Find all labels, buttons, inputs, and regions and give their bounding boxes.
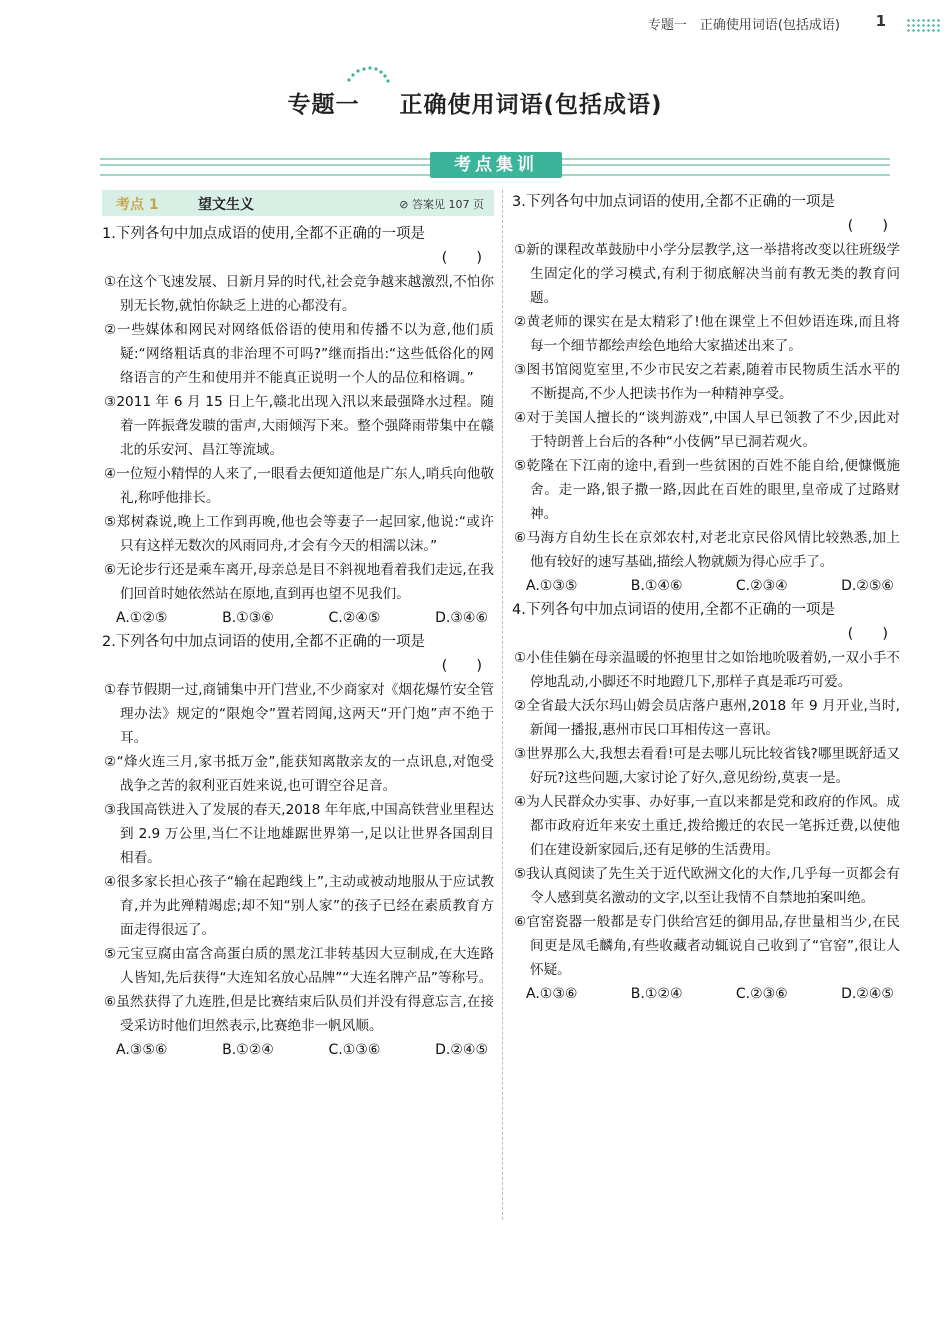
header-topic: 专题一 正确使用词语(包括成语) xyxy=(647,18,840,33)
list-item: ②全省最大沃尔玛山姆会员店落户惠州,2018 年 9 月开业,当时,新闻一播报,惠州市民口耳相传这一喜讯。 xyxy=(514,698,900,738)
column-divider xyxy=(502,190,503,1220)
list-item: ⑤元宝豆腐由富含高蛋白质的黑龙江非转基因大豆制成,在大连路人皆知,先后获得“大连知名放心品牌”“大连名牌产品”等称号。 xyxy=(104,946,494,986)
option-b: B.①③⑥ xyxy=(222,610,274,626)
option-b: B.①②④ xyxy=(630,986,683,1002)
question-stem: 1.下列各句中加点成语的使用,全都不正确的一项是 xyxy=(102,226,425,242)
option-d: D.②④⑤ xyxy=(841,986,894,1002)
option-d: D.②④⑤ xyxy=(435,1042,488,1058)
list-item: ⑥马海方自幼生长在京郊农村,对老北京民俗风情比较熟悉,加上他有较好的速写基础,描绘人物就颇为得心应手了。 xyxy=(514,530,900,570)
title-right: 正确使用词语(包括成语) xyxy=(399,92,663,118)
dot-pattern-icon xyxy=(906,18,942,32)
answer-ref: ⊘ 答案见 107 页 xyxy=(399,198,484,211)
list-item: ④一位短小精悍的人来了,一眼看去便知道他是广东人,哨兵向他敬礼,称呼他排长。 xyxy=(104,466,494,506)
list-item: ②黄老师的课实在是太精彩了!他在课堂上不但妙语连珠,而且将每一个细节都绘声绘色地给大家描述出来了。 xyxy=(514,314,900,354)
section-label: 考点集训 xyxy=(430,152,562,178)
option-c: C.②③④ xyxy=(735,578,788,594)
list-item: ⑤乾隆在下江南的途中,看到一些贫困的百姓不能自给,便慷慨施舍。走一路,银子撒一路,因此在百姓的眼里,皇帝成了过路财神。 xyxy=(514,458,900,522)
list-item: ④很多家长担心孩子“输在起跑线上”,主动或被动地服从于应试教育,并为此殚精竭虑;却不知“别人家”的孩子已经在素质教育方面走得很远了。 xyxy=(104,874,494,938)
kaodian-bar xyxy=(102,190,494,216)
answer-blank: ( ) xyxy=(847,626,888,642)
list-item: ③我国高铁进入了发展的春天,2018 年年底,中国高铁营业里程达到 2.9 万公里,当仁不让地雄踞世界第一,足以让世界各国刮目相看。 xyxy=(104,802,494,866)
list-item: ②“烽火连三月,家书抵万金”,能获知离散亲友的一点讯息,对饱受战争之苦的叙利亚百姓来说,也可谓空谷足音。 xyxy=(104,754,494,794)
option-a: A.①③⑥ xyxy=(526,986,578,1002)
answer-blank: ( ) xyxy=(441,250,482,266)
list-item: ③2011 年 6 月 15 日上午,赣北出现入汛以来最强降水过程。随着一阵振聋发聩的雷声,大雨倾泻下来。整个强降雨带集中在赣北的乐安河、昌江等流域。 xyxy=(104,394,494,458)
question-stem: 2.下列各句中加点词语的使用,全都不正确的一项是 xyxy=(102,634,425,650)
option-b: B.①②④ xyxy=(222,1042,274,1058)
list-item: ⑥虽然获得了九连胜,但是比赛结束后队员们并没有得意忘言,在接受采访时他们坦然表示,比赛绝非一帆风顺。 xyxy=(104,994,494,1034)
section-band xyxy=(100,152,890,178)
list-item: ②一些媒体和网民对网络低俗语的使用和传播不以为意,他们质疑:“网络粗话真的非治理不可吗?”继而指出:“这些低俗化的网络语言的产生和使用并不能真正说明一个人的品位和格调。” xyxy=(104,322,494,386)
question-2 xyxy=(102,630,494,1062)
option-d: D.②⑤⑥ xyxy=(841,578,894,594)
answer-blank: ( ) xyxy=(441,658,482,674)
option-b: B.①④⑥ xyxy=(630,578,683,594)
question-1 xyxy=(102,222,494,630)
question-stem: 4.下列各句中加点词语的使用,全都不正确的一项是 xyxy=(512,602,835,618)
left-column xyxy=(102,190,494,1062)
option-a: A.③⑤⑥ xyxy=(116,1042,168,1058)
question-4 xyxy=(512,598,900,1006)
question-3 xyxy=(512,190,900,598)
answer-blank: ( ) xyxy=(847,218,888,234)
list-item: ①新的课程改革鼓励中小学分层教学,这一举措将改变以往班级学生固定化的学习模式,有利于彻底解决当前有教无类的教育问题。 xyxy=(514,242,900,306)
list-item: ⑥官窑瓷器一般都是专门供给宫廷的御用品,存世量相当少,在民间更是凤毛麟角,有些收藏者动辄说自己收到了“官窑”,很让人怀疑。 xyxy=(514,914,900,978)
title-left: 专题一 xyxy=(287,92,360,118)
list-item: ③世界那么大,我想去看看!可是去哪儿玩比较省钱?哪里既舒适又好玩?这些问题,大家讨论了好久,意见纷纷,莫衷一是。 xyxy=(514,746,900,786)
page-number: 1 xyxy=(875,12,886,30)
answer-options xyxy=(102,1038,494,1062)
kaodian-label: 考点 1 xyxy=(116,197,159,213)
list-item: ①春节假期一过,商铺集中开门营业,不少商家对《烟花爆竹安全管理办法》规定的“限炮令”置若罔闻,这两天“开门炮”声不绝于耳。 xyxy=(104,682,494,746)
list-item: ③图书馆阅览室里,不少市民安之若素,随着市民物质生活水平的不断提高,不少人把读书作为一种精神享受。 xyxy=(514,362,900,402)
dotted-arc-icon xyxy=(345,64,391,84)
option-c: C.②③⑥ xyxy=(735,986,788,1002)
list-item: ⑤郑树森说,晚上工作到再晚,他也会等妻子一起回家,他说:“或许只有这样无数次的风雨同舟,才会有今天的相濡以沫。” xyxy=(104,514,494,554)
answer-options xyxy=(102,606,494,630)
option-d: D.③④⑥ xyxy=(435,610,488,626)
option-c: C.①③⑥ xyxy=(328,1042,381,1058)
list-item: ④对于美国人擅长的“谈判游戏”,中国人早已领教了不少,因此对于特朗普上台后的各种“小伎俩”早已洞若观火。 xyxy=(514,410,900,450)
right-column xyxy=(512,190,900,1006)
list-item: ①小佳佳躺在母亲温暖的怀抱里甘之如饴地吮吸着奶,一双小手不停地乱动,小脚还不时地蹬几下,那样子真是乖巧可爱。 xyxy=(514,650,900,690)
page-title xyxy=(0,86,950,119)
option-a: A.①③⑤ xyxy=(526,578,578,594)
kaodian-name: 望文生义 xyxy=(198,197,254,213)
answer-options xyxy=(512,982,900,1006)
list-item: ⑥无论步行还是乘车离开,母亲总是目不斜视地看着我们走远,在我们回首时她依然站在原地,直到再也望不见我们。 xyxy=(104,562,494,602)
option-c: C.②④⑤ xyxy=(328,610,381,626)
question-stem: 3.下列各句中加点词语的使用,全都不正确的一项是 xyxy=(512,194,835,210)
page-header xyxy=(0,12,950,36)
option-a: A.①②⑤ xyxy=(116,610,168,626)
list-item: ①在这个飞速发展、日新月异的时代,社会竞争越来越激烈,不怕你别无长物,就怕你缺乏上进的心都没有。 xyxy=(104,274,494,314)
list-item: ④为人民群众办实事、办好事,一直以来都是党和政府的作风。成都市政府近年来安土重迁,拨给搬迁的农民一笔拆迁费,以使他们在建设新家园后,还有足够的生活费用。 xyxy=(514,794,900,858)
answer-options xyxy=(512,574,900,598)
list-item: ⑤我认真阅读了先生关于近代欧洲文化的大作,几乎每一页都会有令人感到莫名激动的文字,以至让我情不自禁地拍案叫绝。 xyxy=(514,866,900,906)
